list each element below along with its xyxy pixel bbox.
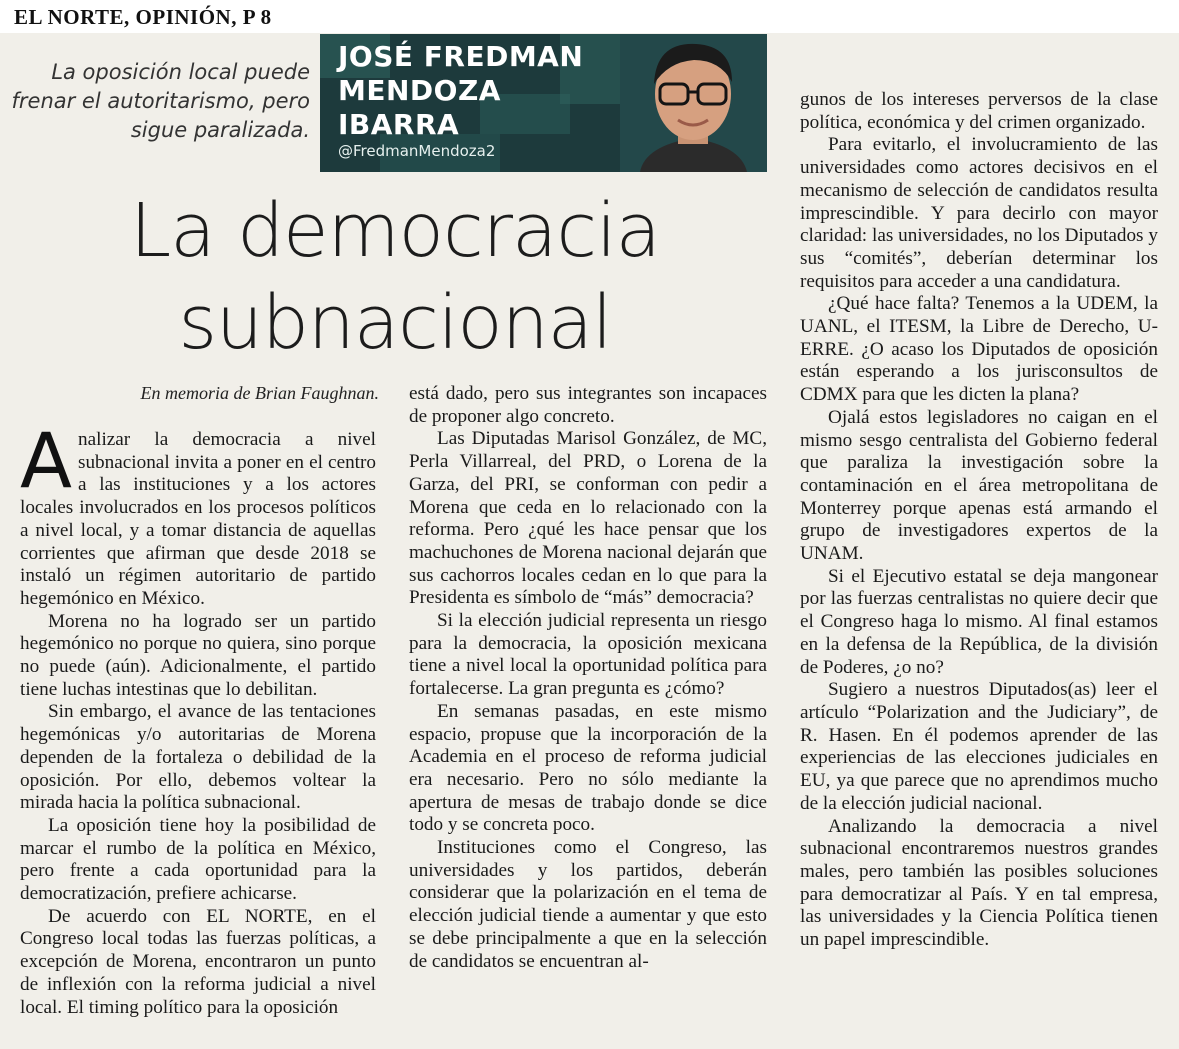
dedication: En memoria de Brian Faughnan.: [140, 383, 379, 403]
paragraph: Si la elección judicial representa un riesgo para la democracia, la oposición mexicana tiene a nivel local la oportunidad política para fortalecerse. La gran pregunta es ¿cómo?: [409, 610, 767, 700]
paragraph: Sin embargo, el avance de las tentaciones hegemónicas y/o autoritarias de Morena dependen de la fortaleza o debilidad de la oposición. Por ello, debemos voltear la mirada hacia la política subnacional.: [20, 701, 376, 814]
paragraph: Sugiero a nuestros Diputados(as) leer el artículo “Polarization and the Judiciary”, de R. Hasen. En él podemos aprender de las experiencias de las elecciones judiciales en EU, ya que parece que no aprendimos mucho de la elección judicial nacional.: [800, 679, 1158, 814]
paragraph: De acuerdo con EL NORTE, en el Congreso local todas las fuerzas políticas, a excepción de Morena, encontraron un punto de inflexión con la reforma judicial a nivel local. El timing político para la oposición: [20, 905, 376, 1018]
paragraph: Si el Ejecutivo estatal se deja mangonear por las fuerzas centralistas no quiere decir que el Congreso haga lo mismo. Al final estamos en la defensa de la República, de la división de Poderes, ¿o no?: [800, 565, 1158, 678]
tagline: La oposición local puede frenar el autoritarismo, pero sigue paralizada.: [11, 60, 310, 142]
paragraph: ¿Qué hace falta? Tenemos a la UDEM, la UANL, el ITESM, la Libre de Derecho, U-ERRE. ¿O acaso los Diputados de oposición están esperando a los jurisconsultos de CDMX para que les dicten la plana?: [800, 293, 1158, 406]
article-column-2: [409, 383, 767, 973]
author-name: [338, 40, 583, 142]
article-title-line: subnacional: [178, 280, 612, 366]
paragraph: [20, 416, 376, 611]
article-title: [0, 185, 790, 369]
article-column-1: [20, 416, 376, 1019]
page-label: EL NORTE, OPINIÓN, P 8: [14, 5, 272, 29]
paragraph: está dado, pero sus integrantes son incapaces de proponer algo concreto.: [409, 383, 767, 427]
paragraph: Analizando la democracia a nivel subnacional encontraremos nuestros grandes males, pero también las posibles soluciones para democratizar al País. Y en tal empresa, las universidades y la Ciencia Política tienen un papel imprescindible.: [800, 815, 1158, 951]
author-name-line: MENDOZA: [338, 74, 501, 107]
author-portrait: [620, 34, 767, 172]
author-name-line: IBARRA: [338, 108, 460, 141]
paragraph: Las Diputadas Marisol González, de MC, Perla Villarreal, del PRD, o Lorena de la Garza, del PRI, se conforman con pedir a Morena que ceda en lo relacionado con la reforma. Pero ¿qué les hace pensar que los machuchones de Morena nacional dejarán que sus cachorros locales cedan en lo que para la Presidenta es símbolo de “más” democracia?: [409, 428, 767, 609]
article-title-line: La democracia: [129, 188, 660, 274]
paragraph: Para evitarlo, el involucramiento de las universidades como actores decisivos en el mecanismo de selección de candidatos resulta imprescindible. Y para decirlo con mayor claridad: las universidades, no los Diputados y sus “comités”, deberían determinar los requisitos para acceder a una candidatura.: [800, 134, 1158, 292]
article-column-3: [800, 89, 1158, 952]
paragraph: Instituciones como el Congreso, las universidades y los partidos, deberán considerar que la polarización en el tema de elección judicial tiende a aumentar y que esto se debe principalmente a que en la selección de candidatos se encuentran al-: [409, 837, 767, 972]
paragraph-text: nalizar la democracia a nivel subnacional invita a poner en el centro a las instituciones y a los actores locales involucrados en los procesos políticos a nivel local, y a tomar distancia de aquellas corrientes que afirman que desde 2018 se instaló un régimen autoritario de partido hegemónico en México.: [20, 429, 376, 609]
author-banner: [320, 34, 767, 172]
paragraph: Ojalá estos legisladores no caigan en el mismo sesgo centralista del Gobierno federal que paraliza la investigación sobre la contaminación en el área metropolitana de Monterrey porque apenas está armando el grupo de investigadores expertos de la UNAM.: [800, 406, 1158, 565]
drop-cap: A: [20, 416, 72, 505]
page-header: [0, 0, 1179, 33]
author-name-line: JOSÉ FREDMAN: [338, 40, 584, 73]
author-handle: @FredmanMendoza2: [338, 142, 496, 160]
paragraph: gunos de los intereses perversos de la clase política, económica y del crimen organizado.: [800, 89, 1158, 133]
paragraph: En semanas pasadas, en este mismo espacio, propuse que la incorporación de la Academia en el proceso de reforma judicial era necesario. Pero no sólo mediante la apertura de mesas de trabajo donde se dice todo y se concreta poco.: [409, 700, 767, 836]
paragraph: La oposición tiene hoy la posibilidad de marcar el rumbo de la política en México, pero frente a cada oportunidad para la democratización, prefiere achicarse.: [20, 814, 376, 905]
paragraph: Morena no ha logrado ser un partido hegemónico no porque no quiera, sino porque no puede (aún). Adicionalmente, el partido tiene luchas intestinas que lo debilitan.: [20, 610, 376, 700]
